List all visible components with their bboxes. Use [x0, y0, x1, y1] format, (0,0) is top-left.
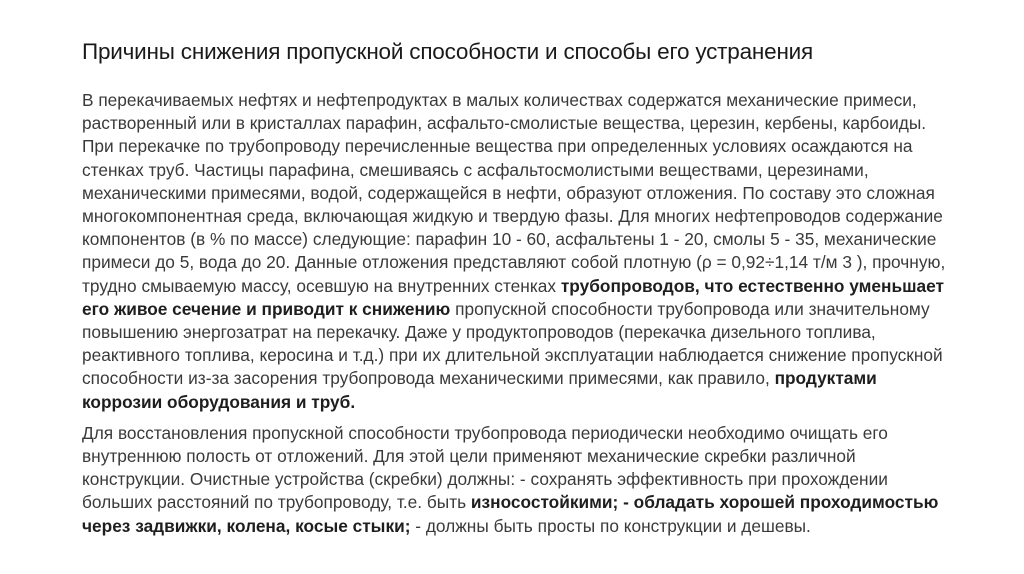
- paragraph-cleaning-text-c: - должны быть просты по конструкции и дешевы.: [410, 515, 811, 536]
- paragraph-deposits: [82, 89, 952, 414]
- paragraph-deposits-text-c: пропускной способности трубопровода или значительному повышению энергозатрат на перекачку. Даже у продуктопроводов (перекачка дизельного топлива, реактивного топлива, керосина и т.д.) при их длительной эксплуатации наблюдается снижение пропускной способности из-за засорения трубопровода механическими примесями, как правило,: [82, 298, 943, 389]
- paragraph-deposits-emphasis-2: продуктами коррозии оборудования и труб.: [82, 368, 877, 412]
- paragraph-deposits-text-a: В перекачиваемых нефтях и нефтепродуктах в малых количествах содержатся механические примеси, растворенный или в кристаллах парафин, асфальто-смолистые вещества, церезин, кербены, карбоиды. При перекачке по трубопроводу перечисленные вещества при определенных условиях осаждаются на стенках труб. Частицы парафина, смешиваясь с асфальтосмолистыми веществами, церезинами, механическими примесями, водой, содержащейся в нефти, образуют отложения. По составу это сложная многокомпонентная среда, включающая жидкую и твердую фазы. Для многих нефтепроводов содержание компонентов (в % по массе) следующие: парафин 10 - 60, асфальтены 1 - 20, смолы 5 - 35, механические примеси до 5, вода до 20. Данные отложения представляют собой плотную (ρ = 0,92÷1,14 т/м 3 ), прочную, трудно смываемую массу, осевшую на внутренних стенках: [82, 90, 946, 296]
- paragraph-deposits-emphasis-1: трубопроводов, что естественно уменьшает его живое сечение и приводит к снижению: [82, 275, 944, 319]
- slide-title: Причины снижения пропускной способности и способы его устранения: [82, 39, 814, 64]
- paragraph-cleaning-emphasis: износостойкими; - обладать хорошей проходимостью через задвижки, колена, косые стыки;: [82, 492, 939, 536]
- paragraph-cleaning-text-a: Для восстановления пропускной способности трубопровода периодически необходимо очищать его внутреннюю полость от отложений. Для этой цели применяют механические скребки различной конструкции. Очистные устройства (скребки) должны: - сохранять эффективность при прохождении больших расстояний по трубопроводу, т.е. быть: [82, 422, 888, 513]
- paragraph-cleaning: [82, 422, 952, 538]
- slide-body: [82, 89, 952, 546]
